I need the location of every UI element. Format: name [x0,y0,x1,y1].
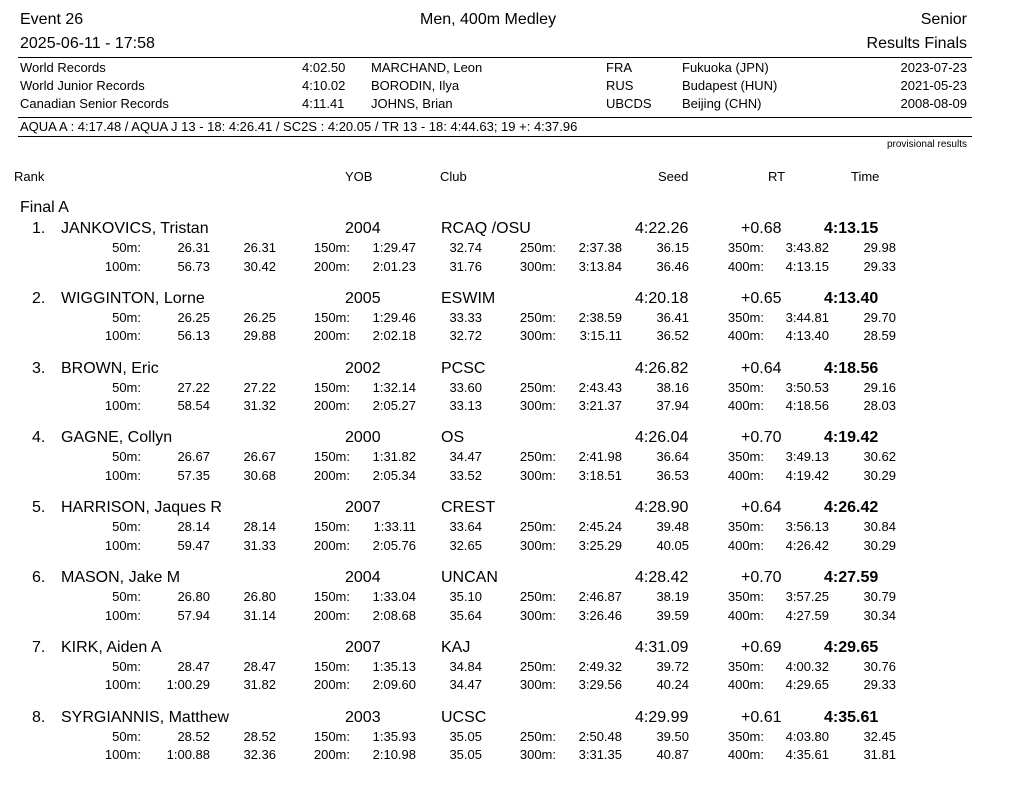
final-time: 4:27.59 [824,569,879,586]
split-cumulative: 3:18.51 [578,467,622,483]
col-yob: YOB [345,169,373,184]
split-cumulative: 1:29.46 [372,309,416,325]
split-cumulative: 3:21.37 [578,398,622,414]
split-cumulative: 4:18.56 [785,398,829,414]
split-lap: 28.47 [243,658,276,674]
athlete-club: KAJ [441,638,471,656]
split-distance-label: 400m: [727,258,764,274]
split-lap: 35.10 [449,589,482,604]
athlete-yob: 2004 [345,569,381,586]
split-cumulative: 3:26.46 [578,607,622,623]
split-distance-label: 200m: [313,328,350,344]
split-cumulative: 2:08.68 [372,607,416,623]
split-lap: 30.29 [863,467,896,483]
split-lap: 28.59 [863,328,896,344]
split-distance-label: 400m: [727,398,764,414]
split-lap: 39.48 [656,519,689,535]
reaction-time: +0.70 [741,569,782,586]
split-distance-label: 350m: [727,309,764,325]
split-lap: 33.52 [449,467,482,483]
split-cumulative: 2:05.76 [372,537,416,553]
split-distance-label: 150m: [313,379,350,395]
split-cumulative: 1:00.29 [166,677,210,693]
split-lap: 38.16 [656,379,689,395]
split-lap: 35.05 [449,747,482,763]
split-cumulative: 2:02.18 [372,328,416,344]
split-lap: 33.13 [449,398,482,414]
split-distance-label: 100m: [104,398,141,414]
split-cumulative: 2:46.87 [578,589,622,604]
split-lap: 31.76 [449,258,482,274]
split-distance-label: 350m: [727,240,764,255]
split-lap: 32.65 [449,537,482,553]
split-lap: 40.05 [656,537,689,553]
record-label: Canadian Senior Records [20,96,169,111]
split-lap: 27.22 [243,379,276,395]
split-distance-label: 200m: [313,677,350,693]
split-lap: 26.31 [243,240,276,255]
split-distance-label: 100m: [104,467,141,483]
split-lap: 36.53 [656,467,689,483]
split-cumulative: 1:33.11 [373,519,416,535]
split-distance-label: 250m: [519,240,556,255]
record-holder: BORODIN, Ilya [371,78,460,93]
athlete-yob: 2007 [345,638,381,656]
split-distance-label: 100m: [104,328,141,344]
split-lap: 39.72 [656,658,689,674]
split-cumulative: 1:32.14 [372,379,416,395]
split-distance-label: 100m: [104,607,141,623]
result-rank: 2. [32,289,46,307]
split-cumulative: 3:50.53 [785,379,829,395]
split-cumulative: 3:56.13 [785,519,829,535]
split-cumulative: 1:00.88 [166,747,210,763]
reaction-time: +0.64 [741,359,782,377]
split-distance-label: 150m: [313,658,350,674]
athlete-name: MASON, Jake M [61,569,181,586]
result-rank: 1. [32,220,46,237]
split-distance-label: 200m: [313,537,350,553]
split-cumulative: 4:27.59 [785,607,829,623]
split-distance-label: 350m: [727,449,764,465]
athlete-club: RCAQ /OSU [441,220,531,237]
split-lap: 26.67 [243,449,276,465]
seed-time: 4:31.09 [635,638,689,656]
split-distance-label: 50m: [112,519,141,535]
split-distance-label: 150m: [313,309,350,325]
athlete-yob: 2002 [345,359,381,377]
split-distance-label: 100m: [104,537,141,553]
split-distance-label: 350m: [727,658,764,674]
split-lap: 30.79 [863,589,896,604]
session-name: Results Finals [866,35,967,52]
split-lap: 33.33 [449,309,482,325]
split-cumulative: 2:10.98 [372,747,416,763]
split-distance-label: 300m: [519,467,556,483]
record-time: 4:02.50 [302,60,346,75]
split-lap: 36.46 [656,258,689,274]
col-seed: Seed [658,169,689,184]
split-distance-label: 300m: [519,537,556,553]
split-lap: 28.14 [243,519,276,535]
split-distance-label: 400m: [727,747,764,763]
split-lap: 36.15 [656,240,689,255]
split-cumulative: 1:31.82 [372,449,416,465]
split-cumulative: 56.73 [177,258,210,274]
final-time: 4:18.56 [824,359,879,377]
split-distance-label: 250m: [519,658,556,674]
split-lap: 29.33 [863,258,896,274]
split-lap: 31.82 [243,677,276,693]
athlete-yob: 2003 [345,708,381,726]
split-cumulative: 59.47 [177,537,210,553]
final-time: 4:29.65 [824,638,879,656]
split-distance-label: 50m: [112,309,141,325]
record-holder: MARCHAND, Leon [371,60,483,75]
result-rank: 3. [32,359,46,377]
split-cumulative: 2:09.60 [372,677,416,693]
record-place: Beijing (CHN) [682,96,762,111]
split-lap: 30.29 [863,537,896,553]
seed-time: 4:26.04 [635,429,689,447]
split-cumulative: 3:57.25 [785,589,829,604]
record-time: 4:10.02 [302,78,346,93]
split-distance-label: 200m: [313,467,350,483]
split-cumulative: 2:50.48 [578,728,622,744]
split-cumulative: 3:25.29 [578,537,622,553]
split-distance-label: 50m: [112,240,141,255]
split-distance-label: 400m: [727,607,764,623]
athlete-name: BROWN, Eric [61,359,159,377]
qualifying-standards: AQUA A : 4:17.48 / AQUA J 13 - 18: 4:26.41 / SC2S : 4:20.05 / TR 13 - 18: 4:44.63; 19 +: 4:37.96 [20,119,578,134]
split-cumulative: 1:35.93 [372,728,416,744]
split-lap: 34.84 [449,658,482,674]
split-distance-label: 400m: [727,328,764,344]
athlete-yob: 2000 [345,429,381,447]
split-distance-label: 100m: [104,258,141,274]
split-distance-label: 250m: [519,728,556,744]
split-lap: 32.45 [863,728,896,744]
athlete-yob: 2005 [345,289,381,307]
athlete-name: JANKOVICS, Tristan [61,220,209,237]
reaction-time: +0.68 [741,220,782,237]
split-lap: 26.80 [243,589,276,604]
split-distance-label: 300m: [519,328,556,344]
split-cumulative: 26.25 [177,309,210,325]
split-distance-label: 50m: [112,449,141,465]
split-distance-label: 400m: [727,537,764,553]
athlete-yob: 2007 [345,499,381,517]
result-rank: 6. [32,569,46,586]
split-lap: 30.62 [863,449,896,465]
athlete-club: ESWIM [441,289,496,307]
split-cumulative: 4:03.80 [785,728,829,744]
split-lap: 36.41 [656,309,689,325]
athlete-yob: 2004 [345,220,381,237]
split-lap: 29.16 [863,379,896,395]
athlete-club: UNCAN [441,569,498,586]
split-lap: 36.64 [656,449,689,465]
split-cumulative: 3:29.56 [578,677,622,693]
split-lap: 30.34 [863,607,896,623]
split-cumulative: 1:33.04 [372,589,416,604]
split-distance-label: 100m: [104,677,141,693]
split-distance-label: 300m: [519,677,556,693]
record-date: 2021-05-23 [900,78,967,93]
split-distance-label: 250m: [519,449,556,465]
split-lap: 31.14 [243,607,276,623]
split-distance-label: 50m: [112,728,141,744]
split-distance-label: 350m: [727,379,764,395]
event-number: Event 26 [20,11,84,28]
reaction-time: +0.69 [741,638,782,656]
final-time: 4:13.40 [824,289,879,307]
split-distance-label: 200m: [313,258,350,274]
seed-time: 4:29.99 [635,708,689,726]
seed-time: 4:28.90 [635,499,689,517]
seed-time: 4:28.42 [635,569,689,586]
split-lap: 32.36 [243,747,276,763]
split-cumulative: 57.94 [177,607,210,623]
split-distance-label: 200m: [313,747,350,763]
reaction-time: +0.64 [741,499,782,517]
reaction-time: +0.70 [741,429,782,447]
split-lap: 29.70 [863,309,896,325]
split-distance-label: 150m: [313,519,350,535]
split-cumulative: 26.67 [177,449,210,465]
split-lap: 30.42 [243,258,276,274]
split-distance-label: 200m: [313,607,350,623]
split-cumulative: 4:13.40 [785,328,829,344]
record-place: Budapest (HUN) [682,78,778,93]
final-time: 4:26.42 [824,499,879,517]
split-lap: 26.25 [243,309,276,325]
seed-time: 4:22.26 [635,220,689,237]
split-cumulative: 2:05.34 [372,467,416,483]
split-distance-label: 250m: [519,309,556,325]
split-cumulative: 3:49.13 [785,449,829,465]
split-distance-label: 350m: [727,728,764,744]
split-lap: 29.88 [243,328,276,344]
split-cumulative: 2:43.43 [578,379,622,395]
split-lap: 32.74 [449,240,482,255]
split-cumulative: 2:01.23 [372,258,416,274]
split-cumulative: 3:13.84 [578,258,622,274]
split-cumulative: 28.52 [177,728,210,744]
split-cumulative: 3:43.82 [785,240,829,255]
split-lap: 31.32 [243,398,276,414]
record-date: 2023-07-23 [900,60,967,75]
athlete-name: KIRK, Aiden A [61,638,162,656]
split-lap: 32.72 [449,328,482,344]
split-lap: 30.84 [863,519,896,535]
record-label: World Junior Records [20,78,145,93]
split-distance-label: 250m: [519,519,556,535]
final-time: 4:35.61 [824,708,879,726]
record-date: 2008-08-09 [900,96,967,111]
header-divider [18,57,972,58]
split-distance-label: 300m: [519,747,556,763]
split-cumulative: 3:15.11 [579,328,622,344]
split-lap: 35.64 [449,607,482,623]
split-cumulative: 2:05.27 [372,398,416,414]
record-nation: RUS [606,78,634,93]
seed-time: 4:26.82 [635,359,689,377]
record-nation: UBCDS [606,96,652,111]
split-distance-label: 200m: [313,398,350,414]
standards-divider [18,136,972,137]
split-cumulative: 1:29.47 [372,240,416,255]
split-distance-label: 300m: [519,607,556,623]
split-lap: 31.33 [243,537,276,553]
split-cumulative: 4:19.42 [785,467,829,483]
record-holder: JOHNS, Brian [371,96,453,111]
athlete-club: CREST [441,499,496,517]
record-time: 4:11.41 [302,96,345,111]
split-lap: 37.94 [656,398,689,414]
result-rank: 7. [32,638,46,656]
col-club: Club [440,169,467,184]
split-cumulative: 2:41.98 [578,449,622,465]
date-time: 2025-06-11 - 17:58 [20,35,155,52]
split-distance-label: 300m: [519,258,556,274]
split-lap: 33.60 [449,379,482,395]
split-cumulative: 2:37.38 [578,240,622,255]
split-distance-label: 50m: [112,589,141,604]
split-lap: 29.98 [863,240,896,255]
split-cumulative: 2:45.24 [578,519,622,535]
split-distance-label: 250m: [519,589,556,604]
split-distance-label: 150m: [313,449,350,465]
split-cumulative: 4:13.15 [785,258,829,274]
split-lap: 31.81 [863,747,896,763]
split-distance-label: 400m: [727,467,764,483]
category: Senior [920,11,967,28]
split-distance-label: 150m: [313,240,350,255]
col-time: Time [851,169,880,184]
split-lap: 39.59 [656,607,689,623]
split-cumulative: 56.13 [177,328,210,344]
provisional-note: provisional results [886,139,967,150]
split-cumulative: 58.54 [177,398,210,414]
split-lap: 39.50 [656,728,689,744]
split-cumulative: 4:29.65 [785,677,829,693]
split-lap: 34.47 [449,677,482,693]
split-lap: 28.03 [863,398,896,414]
col-rank: Rank [14,169,45,184]
final-time: 4:19.42 [824,429,879,447]
split-lap: 38.19 [656,589,689,604]
split-lap: 36.52 [656,328,689,344]
athlete-name: WIGGINTON, Lorne [61,289,205,307]
split-lap: 29.33 [863,677,896,693]
split-lap: 28.52 [243,728,276,744]
athlete-name: HARRISON, Jaques R [61,499,222,517]
split-distance-label: 150m: [313,589,350,604]
athlete-club: UCSC [441,708,487,726]
split-distance-label: 100m: [104,747,141,763]
split-cumulative: 2:38.59 [578,309,622,325]
split-lap: 34.47 [449,449,482,465]
split-cumulative: 26.80 [177,589,210,604]
result-rank: 4. [32,429,46,447]
split-distance-label: 250m: [519,379,556,395]
final-time: 4:13.15 [824,220,879,237]
split-cumulative: 4:35.61 [785,747,829,763]
split-cumulative: 27.22 [177,379,210,395]
split-distance-label: 400m: [727,677,764,693]
split-distance-label: 50m: [112,658,141,674]
event-title: Men, 400m Medley [420,11,557,28]
split-distance-label: 350m: [727,589,764,604]
split-distance-label: 50m: [112,379,141,395]
result-rank: 5. [32,499,46,517]
split-lap: 35.05 [449,728,482,744]
split-cumulative: 4:26.42 [785,537,829,553]
split-cumulative: 3:31.35 [578,747,622,763]
records-divider [18,117,972,118]
athlete-club: PCSC [441,359,486,377]
split-cumulative: 26.31 [177,240,210,255]
col-rt: RT [768,169,786,184]
final-label: Final A [20,199,69,216]
split-cumulative: 28.14 [177,519,210,535]
split-cumulative: 3:44.81 [785,309,829,325]
athlete-name: GAGNE, Collyn [61,429,173,447]
seed-time: 4:20.18 [635,289,689,307]
split-lap: 30.76 [863,658,896,674]
split-distance-label: 350m: [727,519,764,535]
athlete-name: SYRGIANNIS, Matthew [61,708,230,726]
split-cumulative: 57.35 [177,467,210,483]
split-lap: 40.87 [656,747,689,763]
split-lap: 30.68 [243,467,276,483]
reaction-time: +0.65 [741,289,782,307]
record-place: Fukuoka (JPN) [682,60,769,75]
split-lap: 40.24 [656,677,689,693]
split-distance-label: 300m: [519,398,556,414]
reaction-time: +0.61 [741,708,782,726]
split-cumulative: 4:00.32 [785,658,829,674]
split-distance-label: 150m: [313,728,350,744]
split-cumulative: 2:49.32 [578,658,622,674]
split-cumulative: 1:35.13 [372,658,416,674]
record-nation: FRA [606,60,632,75]
split-cumulative: 28.47 [177,658,210,674]
record-label: World Records [20,60,106,75]
result-rank: 8. [32,708,46,726]
athlete-club: OS [441,429,465,447]
split-lap: 33.64 [449,519,482,535]
